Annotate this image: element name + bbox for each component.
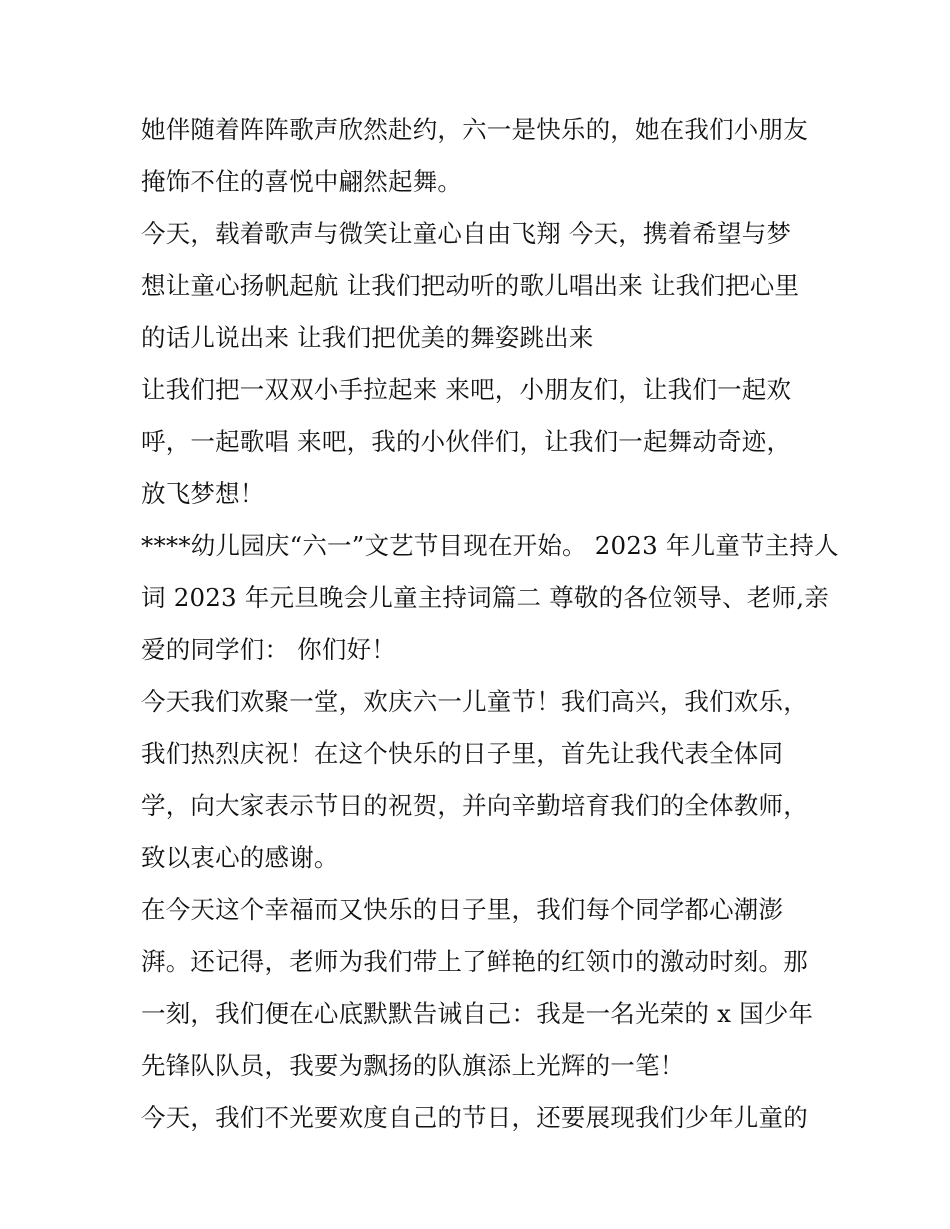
text-line: 今天我们欢聚一堂，欢庆六一儿童节！我们高兴，我们欢乐，	[141, 687, 808, 716]
text-line: 她伴随着阵阵歌声欣然赴约，六一是快乐的，她在我们小朋友	[141, 115, 808, 144]
text-line: 今天，我们不光要欢度自己的节日，还要展现我们少年儿童的	[141, 1103, 808, 1132]
text-line: 放飞梦想！	[141, 479, 265, 508]
text-line: 想让童心扬帆起航 让我们把动听的歌儿唱出来 让我们把心里	[141, 271, 800, 300]
text-line: 湃。还记得，老师为我们带上了鲜艳的红领巾的激动时刻。那	[141, 947, 808, 976]
text-line: 先锋队队员，我要为飘扬的队旗添上光辉的一笔！	[141, 1051, 685, 1080]
text-line: 今天，载着歌声与微笑让童心自由飞翔 今天，携着希望与梦	[141, 219, 792, 248]
text-line: 在今天这个幸福而又快乐的日子里，我们每个同学都心潮澎	[141, 895, 784, 924]
text-line: 爱的同学们： 你们好！	[141, 635, 396, 664]
text-line: 词 2023 年元旦晚会儿童主持词篇二 尊敬的各位领导、老师,亲	[141, 583, 829, 612]
text-line: 致以衷心的感谢。	[141, 843, 339, 872]
text-line: 我们热烈庆祝！在这个快乐的日子里，首先让我代表全体同	[141, 739, 784, 768]
text-line: 一刻，我们便在心底默默告诫自己：我是一名光荣的 x 国少年	[141, 999, 814, 1028]
text-line: 的话儿说出来 让我们把优美的舞姿跳出来	[141, 323, 594, 352]
text-line: 学，向大家表示节日的祝贺，并向辛勤培育我们的全体教师，	[141, 791, 808, 820]
text-line: 掩饰不住的喜悦中翩然起舞。	[141, 167, 463, 196]
text-line: 让我们把一双双小手拉起来 来吧，小朋友们，让我们一起欢	[141, 375, 792, 404]
text-line: ****幼儿园庆“六一”文艺节目现在开始。 2023 年儿童节主持人	[141, 531, 839, 560]
text-line: 呼，一起歌唱 来吧，我的小伙伴们，让我们一起舞动奇迹，	[141, 427, 792, 456]
document-body	[141, 104, 839, 1144]
